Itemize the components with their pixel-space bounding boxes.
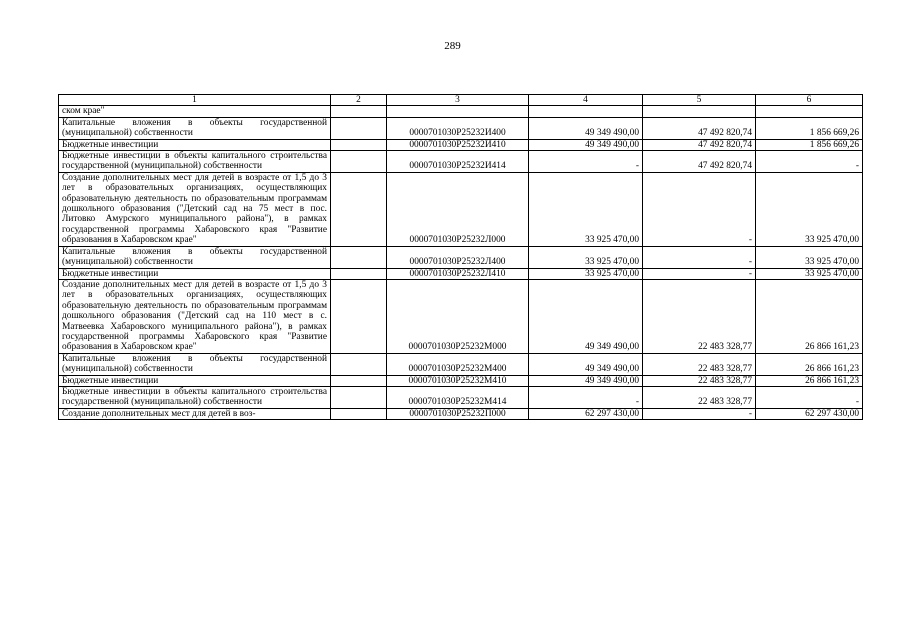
amount-col-6-cell: - bbox=[756, 151, 863, 173]
amount-col-4-cell: 33 925 470,00 bbox=[529, 268, 643, 279]
amount-col-6-cell: 33 925 470,00 bbox=[756, 268, 863, 279]
expense-name-cell: Бюджетные инвестиции bbox=[59, 375, 331, 386]
table-row bbox=[59, 139, 863, 150]
classification-code-cell: 0000701030Р25232И414 bbox=[387, 151, 529, 173]
classification-code-cell: 0000701030Р25232М414 bbox=[387, 386, 529, 408]
expense-name-cell: Капитальные вложения в объекты государственной (муниципальной) собственности bbox=[59, 246, 331, 268]
classification-code-cell bbox=[387, 106, 529, 117]
classification-code-cell: 0000701030Р25232И400 bbox=[387, 117, 529, 139]
classification-code-cell: 0000701030Р25232Л410 bbox=[387, 268, 529, 279]
amount-col-6-cell: 62 297 430,00 bbox=[756, 408, 863, 419]
table-row bbox=[59, 279, 863, 353]
column-2-cell bbox=[331, 268, 387, 279]
classification-code-cell: 0000701030Р25232М410 bbox=[387, 375, 529, 386]
column-2-cell bbox=[331, 106, 387, 117]
expense-name-cell: Создание дополнительных мест для детей в возрасте от 1,5 до 3 лет в образовательных организациях, осуществляющих образовательную деятельность по образовательным программам дошкольного образования ("Детский сад на 75 мест в пос. Литовко Амурского муниципального района"), в рамках государственной программы Хабаровского края "Развитие образования в Хабаровском крае" bbox=[59, 172, 331, 246]
amount-col-6-cell: 1 856 669,26 bbox=[756, 117, 863, 139]
classification-code-cell: 0000701030Р25232М000 bbox=[387, 279, 529, 353]
amount-col-5-cell: 47 492 820,74 bbox=[643, 139, 756, 150]
amount-col-4-cell: 33 925 470,00 bbox=[529, 172, 643, 246]
column-2-cell bbox=[331, 279, 387, 353]
amount-col-6-cell: - bbox=[756, 386, 863, 408]
header-row bbox=[59, 95, 863, 106]
budget-table bbox=[58, 94, 863, 420]
table-row bbox=[59, 353, 863, 375]
header-cell: 6 bbox=[756, 95, 863, 106]
column-2-cell bbox=[331, 375, 387, 386]
classification-code-cell: 0000701030Р25232И410 bbox=[387, 139, 529, 150]
amount-col-5-cell: 22 483 328,77 bbox=[643, 386, 756, 408]
column-2-cell bbox=[331, 386, 387, 408]
amount-col-4-cell bbox=[529, 106, 643, 117]
amount-col-4-cell: 49 349 490,00 bbox=[529, 117, 643, 139]
amount-col-4-cell: 33 925 470,00 bbox=[529, 246, 643, 268]
column-2-cell bbox=[331, 117, 387, 139]
column-2-cell bbox=[331, 408, 387, 419]
amount-col-4-cell: - bbox=[529, 151, 643, 173]
expense-name-cell: Бюджетные инвестиции в объекты капитального строительства государственной (муниципальной) собственности bbox=[59, 386, 331, 408]
header-cell: 4 bbox=[529, 95, 643, 106]
expense-name-cell: Создание дополнительных мест для детей в возрасте от 1,5 до 3 лет в образовательных организациях, осуществляющих образовательную деятельность по образовательным программам дошкольного образования ("Детский сад на 110 мест в с. Матвеевка Хабаровского муниципального района"), в рамках государственной программы Хабаровского края "Развитие образования в Хабаровском крае" bbox=[59, 279, 331, 353]
column-2-cell bbox=[331, 151, 387, 173]
amount-col-4-cell: 62 297 430,00 bbox=[529, 408, 643, 419]
amount-col-6-cell: 26 866 161,23 bbox=[756, 375, 863, 386]
amount-col-5-cell: - bbox=[643, 246, 756, 268]
column-2-cell bbox=[331, 172, 387, 246]
amount-col-6-cell: 33 925 470,00 bbox=[756, 172, 863, 246]
table-row bbox=[59, 172, 863, 246]
amount-col-6-cell: 33 925 470,00 bbox=[756, 246, 863, 268]
table-row bbox=[59, 151, 863, 173]
table-row bbox=[59, 408, 863, 419]
amount-col-5-cell: 47 492 820,74 bbox=[643, 151, 756, 173]
classification-code-cell: 0000701030Р25232Л000 bbox=[387, 172, 529, 246]
amount-col-5-cell: 22 483 328,77 bbox=[643, 353, 756, 375]
expense-name-cell: ском крае" bbox=[59, 106, 331, 117]
column-2-cell bbox=[331, 353, 387, 375]
amount-col-4-cell: 49 349 490,00 bbox=[529, 279, 643, 353]
table-row bbox=[59, 268, 863, 279]
amount-col-5-cell: 47 492 820,74 bbox=[643, 117, 756, 139]
column-2-cell bbox=[331, 139, 387, 150]
expense-name-cell: Бюджетные инвестиции в объекты капитального строительства государственной (муниципальной) собственности bbox=[59, 151, 331, 173]
header-cell: 1 bbox=[59, 95, 331, 106]
table-row bbox=[59, 246, 863, 268]
amount-col-4-cell: 49 349 490,00 bbox=[529, 139, 643, 150]
table-row bbox=[59, 117, 863, 139]
header-cell: 3 bbox=[387, 95, 529, 106]
expense-name-cell: Создание дополнительных мест для детей в воз- bbox=[59, 408, 331, 419]
expense-name-cell: Бюджетные инвестиции bbox=[59, 268, 331, 279]
amount-col-6-cell: 26 866 161,23 bbox=[756, 279, 863, 353]
classification-code-cell: 0000701030Р25232Л400 bbox=[387, 246, 529, 268]
table-row bbox=[59, 106, 863, 117]
amount-col-5-cell: - bbox=[643, 172, 756, 246]
expense-name-cell: Бюджетные инвестиции bbox=[59, 139, 331, 150]
header-cell: 2 bbox=[331, 95, 387, 106]
table-row bbox=[59, 375, 863, 386]
amount-col-4-cell: 49 349 490,00 bbox=[529, 353, 643, 375]
header-cell: 5 bbox=[643, 95, 756, 106]
amount-col-5-cell: 22 483 328,77 bbox=[643, 279, 756, 353]
classification-code-cell: 0000701030Р25232П000 bbox=[387, 408, 529, 419]
expense-name-cell: Капитальные вложения в объекты государственной (муниципальной) собственности bbox=[59, 353, 331, 375]
classification-code-cell: 0000701030Р25232М400 bbox=[387, 353, 529, 375]
table-row bbox=[59, 386, 863, 408]
amount-col-6-cell: 1 856 669,26 bbox=[756, 139, 863, 150]
page-number: 289 bbox=[444, 40, 461, 52]
amount-col-5-cell: 22 483 328,77 bbox=[643, 375, 756, 386]
expense-name-cell: Капитальные вложения в объекты государственной (муниципальной) собственности bbox=[59, 117, 331, 139]
amount-col-5-cell bbox=[643, 106, 756, 117]
amount-col-6-cell bbox=[756, 106, 863, 117]
amount-col-6-cell: 26 866 161,23 bbox=[756, 353, 863, 375]
amount-col-5-cell: - bbox=[643, 268, 756, 279]
amount-col-4-cell: - bbox=[529, 386, 643, 408]
column-2-cell bbox=[331, 246, 387, 268]
amount-col-4-cell: 49 349 490,00 bbox=[529, 375, 643, 386]
amount-col-5-cell: - bbox=[643, 408, 756, 419]
